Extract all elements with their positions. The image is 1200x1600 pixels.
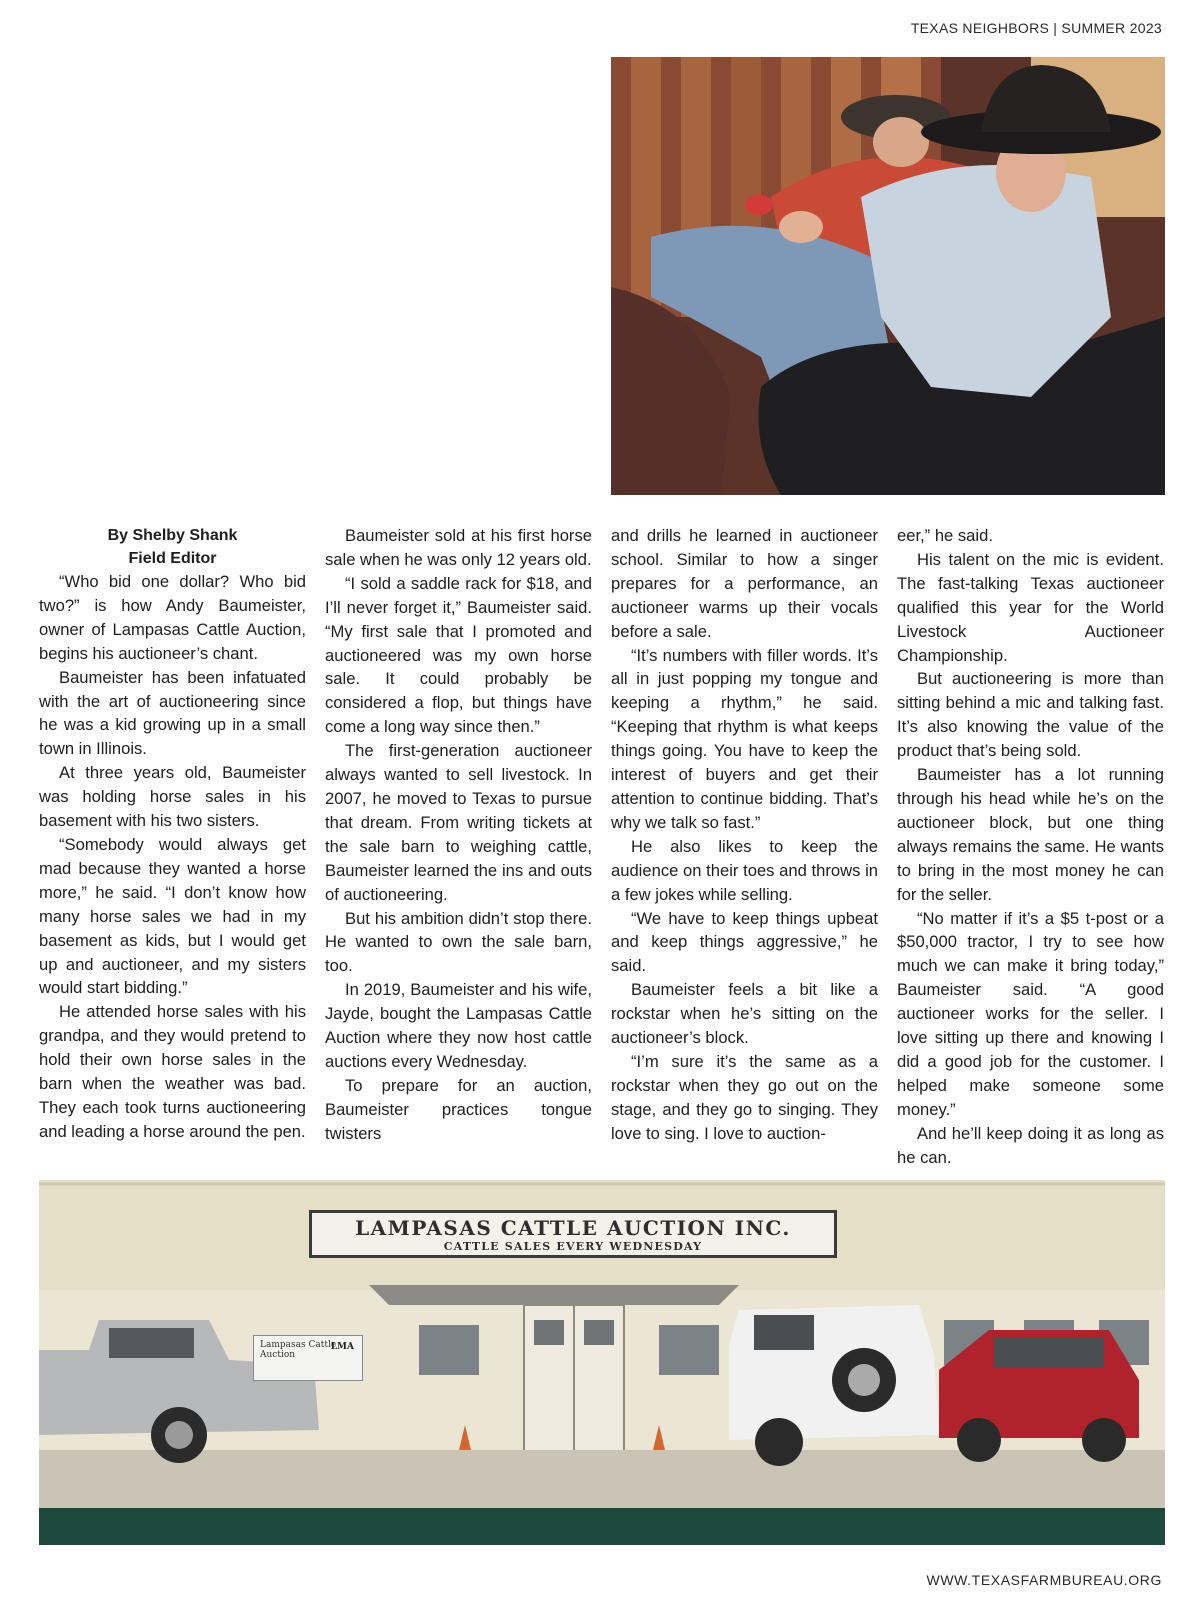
sign-title: LAMPASAS CATTLE AUCTION INC. xyxy=(355,1216,791,1240)
paragraph: “Who bid one dollar? Who bid two?” is how Andy Baumeister, owner of Lampasas Cattle Auction, begins his auctioneer’s chant. xyxy=(39,572,306,663)
auction-sign xyxy=(309,1210,837,1258)
paragraph: His talent on the mic is evident. The fast-talking Texas auctioneer qualified this year for the World Livestock Auctioneer Championship. xyxy=(897,549,1164,665)
paragraph: Baumeister has a lot running through his head while he’s on the auctioneer block, but one thing always remains the same. He wants to bring in the most money he can for the seller. xyxy=(897,765,1164,904)
paragraph: “We have to keep things upbeat and keep things aggressive,” he said. xyxy=(611,908,878,976)
green-accent-bar xyxy=(39,1508,1165,1545)
byline-author: By Shelby Shank xyxy=(107,527,238,544)
page-header: TEXAS NEIGHBORS | SUMMER 2023 xyxy=(910,20,1162,36)
paragraph: “It’s numbers with filler words. It’s all in just popping my tongue and keeping a rhythm,” he said. “Keeping that rhythm is what keeps things going. You have to keep the interest of buyers and get their attention to continue bidding. That’s why we talk so fast.” xyxy=(611,645,878,832)
page-footer-url: WWW.TEXASFARMBUREAU.ORG xyxy=(926,1572,1162,1588)
article-column-4 xyxy=(897,524,1164,1169)
paragraph: In 2019, Baumeister and his wife, Jayde, bought the Lampasas Cattle Auction where they now host cattle auctions every Wednesday. xyxy=(325,980,592,1071)
paragraph: Baumeister sold at his first horse sale when he was only 12 years old. xyxy=(325,526,592,569)
paragraph: and drills he learned in auctioneer school. Similar to how a singer prepares for a performance, an auctioneer warms up their vocals before a sale. xyxy=(611,526,878,641)
paragraph: But auctioneering is more than sitting behind a mic and talking fast. It’s also knowing the value of the product that’s being sold. xyxy=(897,669,1164,761)
byline-title: Field Editor xyxy=(128,550,217,567)
paragraph: eer,” he said. xyxy=(897,526,993,545)
paragraph: At three years old, Baumeister was holding horse sales in his basement with his two sisters. xyxy=(39,763,306,831)
paragraph: He attended horse sales with his grandpa, and they would pretend to hold their own horse sales in the barn when the weather was bad. They each took turns auctioneering and leading a horse around the pen. xyxy=(39,1002,306,1141)
lma-logo: LMA xyxy=(330,1342,354,1352)
paragraph: And he’ll keep doing it as long as he can. xyxy=(897,1123,1164,1167)
paragraph: Baumeister has been infatuated with the art of auctioneering since he was a kid growing up in a small town in Illinois. xyxy=(39,667,306,759)
paragraph: “No matter if it’s a $5 t-post or a $50,000 tractor, I try to see how much we can make it bring today,” Baumeister said. “A good auctioneer works for the seller. I love sitting up there and knowing I did a good job for the customer. I helped make someone some money.” xyxy=(897,908,1164,1119)
article-column-3 xyxy=(611,524,878,1146)
sign-subtitle: CATTLE SALES EVERY WEDNESDAY xyxy=(443,1240,703,1253)
article-column-2 xyxy=(325,524,592,1146)
paragraph: The first-generation auctioneer always wanted to sell livestock. In 2007, he moved to Texas to pursue that dream. From writing tickets at the sale barn to weighing cattle, Baumeister learned the ins and outs of auctioneering. xyxy=(325,741,592,904)
paragraph: “I’m sure it’s the same as a rockstar when they go out on the stage, and they go to singing. They love to sing. I love to auction- xyxy=(611,1051,878,1143)
sale-barn-photo xyxy=(39,1180,1165,1508)
lma-sign-text: Lampasas Cattle Auction xyxy=(260,1340,337,1360)
paragraph: “Somebody would always get mad because they wanted a horse more,” he said. “I don’t know how many horse sales we had in my basement as kids, but I would get up and auctioneer, and my sisters would start bidding.” xyxy=(39,834,306,998)
paragraph: “I sold a saddle rack for $18, and I’ll never forget it,” Baumeister said. “My first sale that I promoted and auctioneered was my own horse sale. It could probably be considered a flop, but things have come a long way since then.” xyxy=(325,573,592,737)
article-column-1 xyxy=(39,524,306,1144)
auction-audience-photo xyxy=(611,57,1165,495)
paragraph: But his ambition didn’t stop there. He wanted to own the sale barn, too. xyxy=(325,908,592,976)
paragraph: Baumeister feels a bit like a rockstar when he’s sitting on the auctioneer’s block. xyxy=(611,980,878,1048)
paragraph: He also likes to keep the audience on their toes and throws in a few jokes while selling. xyxy=(611,836,878,904)
lma-sign xyxy=(253,1335,363,1381)
paragraph: To prepare for an auction, Baumeister practices tongue twisters xyxy=(325,1075,592,1143)
